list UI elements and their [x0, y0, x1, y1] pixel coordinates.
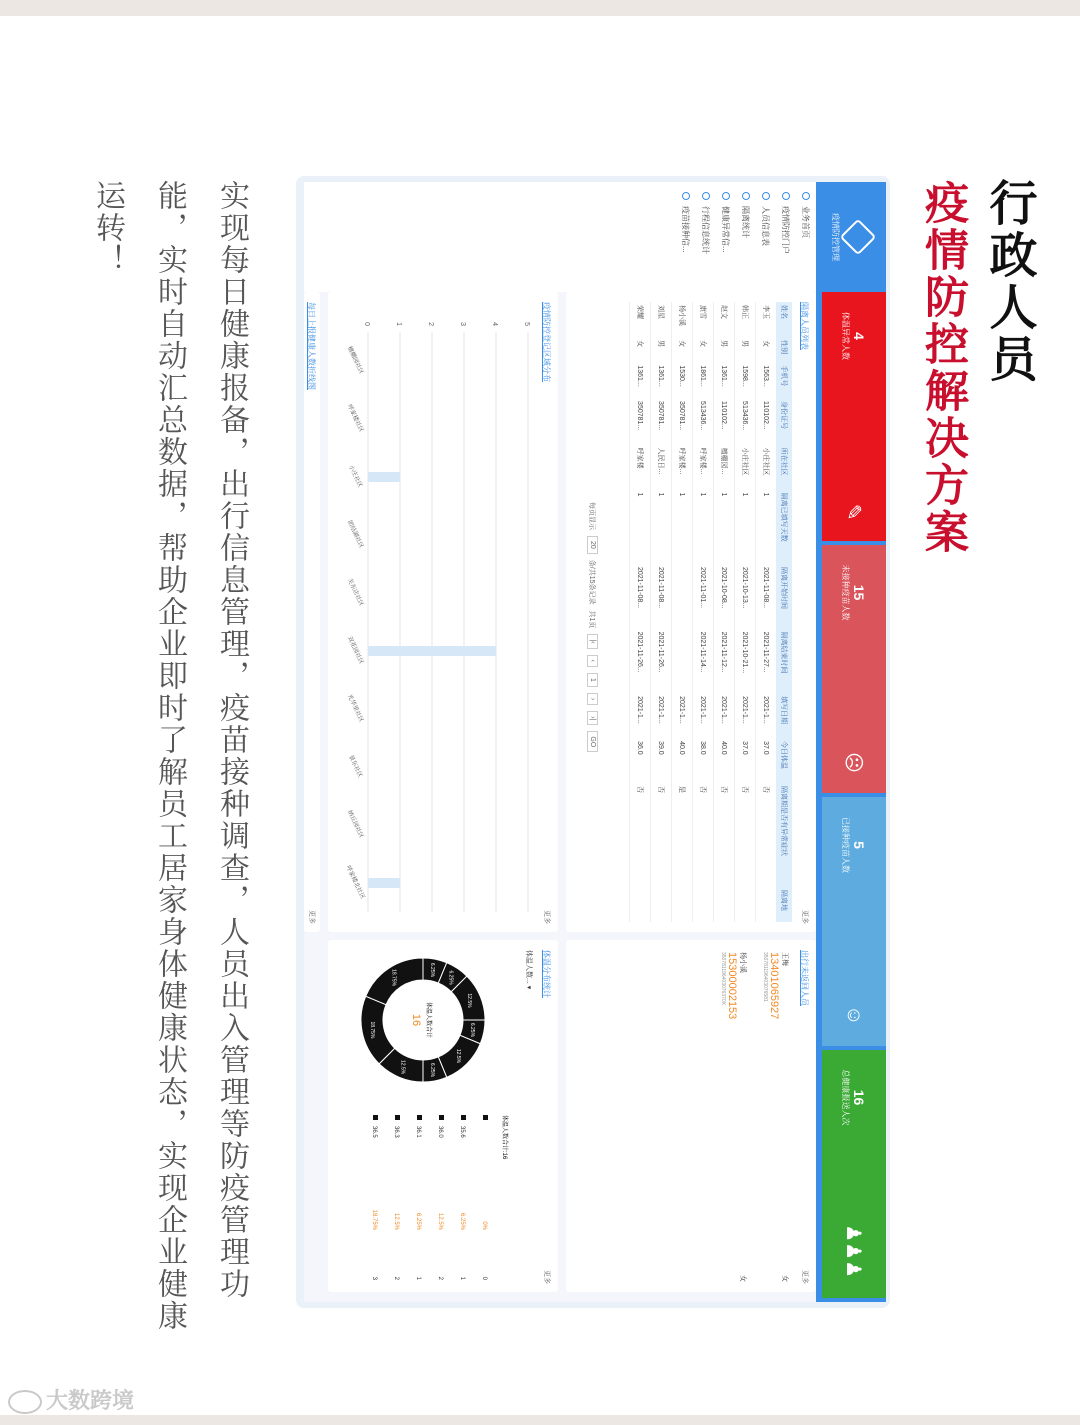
table-cell: 否 [693, 783, 714, 887]
hexagon-logo-icon [840, 219, 877, 256]
travel-person [762, 952, 790, 1282]
legend-swatch [395, 1115, 400, 1120]
temperature-select[interactable]: 体温人数... ▾ [525, 950, 532, 990]
legend-entry: 2 [393, 1276, 399, 1280]
table-cell: 38.0 [693, 738, 714, 783]
table-cell: 呼家楼... [672, 445, 693, 490]
sidebar-item-label: 疫情防控门户 [781, 206, 791, 254]
circle-icon [802, 192, 810, 200]
table-cell: 李玉 [756, 302, 777, 337]
table-cell: 2021-11-26... [651, 629, 672, 694]
legend-title: 体温人数合计:16 [501, 1115, 507, 1160]
legend-entry: 12.5% [437, 1212, 443, 1230]
table-row[interactable] [651, 302, 672, 922]
table-cell: 呼家楼... [693, 445, 714, 490]
slice-label: 18.75% [390, 969, 397, 987]
x-tick-label: 景东社区 [347, 754, 363, 779]
next-page-button[interactable]: › [587, 693, 598, 705]
table-cell: 2021-11-08... [630, 564, 651, 629]
edit-icon: ✎ [842, 503, 865, 521]
table-cell [672, 629, 693, 694]
slice-label: 18.75% [368, 1021, 375, 1039]
pagination [587, 502, 598, 752]
table-cell: 2021-1... [735, 693, 756, 738]
table-cell: 2021-10-08... [714, 564, 735, 629]
circle-icon [722, 192, 730, 200]
last-page-button[interactable]: ›| [587, 711, 598, 725]
x-tick-label: 呼家楼社区 [345, 403, 364, 434]
dashboard-screenshot [304, 182, 886, 1302]
sidebar-item[interactable] [756, 182, 776, 292]
table-cell: 女 [672, 337, 693, 362]
slice-label: 12.5% [399, 1060, 406, 1075]
table-cell [651, 887, 672, 922]
table-cell: 2021-11-12... [714, 629, 735, 694]
more-link[interactable]: 更多 [308, 910, 315, 924]
table-cell: 110102... [756, 398, 777, 445]
table-cell: 513436... [735, 398, 756, 445]
travel-panel [566, 940, 816, 1292]
donut-slice[interactable] [361, 996, 395, 1064]
watermark-text: 大数跨境 [46, 1389, 135, 1414]
column-header[interactable]: 身份证号 [776, 398, 792, 445]
sidebar-item-label: 疫苗接种信... [681, 206, 691, 253]
table-cell: 否 [651, 783, 672, 887]
table-cell: 2021-1... [714, 693, 735, 738]
legend-entry: 2 [437, 1276, 443, 1280]
donut-center-value: 16 [410, 1013, 422, 1027]
card-value: 16 [851, 1089, 868, 1106]
person-id: 350781196403076581 [762, 952, 768, 1002]
table-cell: 1 [693, 490, 714, 564]
column-header[interactable]: 姓名 [776, 302, 792, 337]
x-tick-label: 关东店社区 [345, 577, 364, 608]
sidebar-header [816, 182, 886, 292]
table-cell: 否 [630, 783, 651, 887]
more-link[interactable]: 更多 [543, 910, 550, 924]
table-cell: 否 [735, 783, 756, 887]
card-label: 总健康报送人次 [841, 1069, 851, 1126]
sidebar-brand: 疫情防控管理 [831, 213, 841, 261]
card-label: 体温异常人数 [841, 312, 851, 360]
table-row[interactable] [735, 302, 756, 922]
table-cell: 男 [714, 337, 735, 362]
x-tick-label: 光华里社区 [345, 693, 364, 724]
per-page-label: 每页显示 [588, 502, 596, 530]
table-cell: 350781... [651, 398, 672, 445]
go-button[interactable]: GO [587, 731, 598, 752]
legend-entry: 36.5 [371, 1126, 377, 1138]
column-header[interactable]: 隔离结束时间 [776, 629, 792, 694]
table-cell: 37.0 [735, 738, 756, 783]
x-tick-label: 檀棚园社区 [345, 345, 364, 376]
slide-title: 行政人员 [981, 178, 1037, 386]
legend-entry: 6.25% [415, 1212, 421, 1230]
donut-center-label: 体温人数合计 [425, 1001, 431, 1039]
x-tick-label: 小庄社区 [347, 464, 363, 489]
column-header[interactable]: 手机号 [776, 362, 792, 398]
table-cell: 2021-11-08... [651, 564, 672, 629]
x-tick-label: 团结湖社区 [345, 519, 364, 550]
sidebar-item[interactable] [736, 182, 756, 292]
y-tick-label: 4 [491, 322, 498, 326]
sidebar-item[interactable] [796, 182, 816, 292]
table-cell: 1 [756, 490, 777, 564]
region-bar-panel [328, 292, 558, 932]
legend-swatch [373, 1115, 378, 1120]
slide-description: 实现每日健康报备，出行信息管理，疫苗接种调查，人员出入管理等防疫管理功能，实时自动汇总数据，帮助企业即时了解员工居家身体健康状态，实现企业健康运转！ [90, 180, 249, 1332]
card-value: 4 [851, 332, 868, 340]
table-cell: 1361... [630, 362, 651, 398]
table-cell: 1 [672, 490, 693, 564]
bottom-border [0, 1415, 1080, 1425]
table-cell: 康雪 [693, 302, 714, 337]
alert-person-icon: ☹ [842, 752, 865, 773]
legend-entry: 6.25% [459, 1212, 465, 1230]
isolation-table [629, 302, 792, 922]
per-page-select[interactable]: 20 [587, 536, 598, 554]
slice-label: 6.25% [428, 1062, 435, 1078]
person-id: 350781196403076370X [720, 952, 726, 1006]
slice-label: 6.25% [447, 970, 454, 985]
table-cell: 2021-11-27... [756, 629, 777, 694]
legend-entry: 18.75% [371, 1209, 377, 1230]
person-name: 王梅 [781, 952, 788, 966]
more-link[interactable]: 更多 [801, 910, 808, 924]
temperature-pie-panel [328, 940, 558, 1292]
table-cell: 2021-1... [693, 693, 714, 738]
legend-entry: 36.1 [415, 1126, 421, 1138]
table-cell: 350781... [630, 398, 651, 445]
table-cell: 2021-11-14... [693, 629, 714, 694]
sidebar-item-label: 人员信息表 [761, 206, 771, 246]
table-cell: 檀棚园... [714, 445, 735, 490]
table-cell: 2021-1... [672, 693, 693, 738]
table-cell: 呼家楼 [630, 445, 651, 490]
legend-entry: 0 [481, 1276, 487, 1280]
more-link[interactable]: 更多 [801, 1270, 808, 1284]
prev-page-button[interactable]: ‹ [587, 655, 598, 667]
circle-icon [742, 192, 750, 200]
table-cell: 1563... [756, 362, 777, 398]
table-cell: 1530... [672, 362, 693, 398]
select-value: 体温人数... [525, 950, 532, 984]
legend-entry: 1 [415, 1276, 421, 1280]
table-cell [630, 887, 651, 922]
table-row[interactable] [756, 302, 777, 922]
table-cell: 男 [735, 337, 756, 362]
table-cell: 1361... [714, 362, 735, 398]
daily-line-panel [304, 292, 320, 932]
table-cell: 40.0 [714, 738, 735, 783]
table-cell [672, 887, 693, 922]
table-cell: 2021-1... [756, 693, 777, 738]
table-cell: 2021-10-13... [735, 564, 756, 629]
isolation-list-panel [566, 292, 816, 932]
temperature-donut-chart [328, 940, 558, 1292]
table-cell [756, 887, 777, 922]
legend-entry: 0% [481, 1221, 487, 1230]
sidebar-item[interactable] [716, 182, 736, 292]
table-cell: 杨小溪 [672, 302, 693, 337]
page-count: 共1页 [588, 610, 596, 629]
person-phone: 15300002153 [726, 952, 738, 1020]
card-unvaccinated[interactable] [822, 545, 886, 794]
table-cell: 2021-1... [651, 693, 672, 738]
y-tick-label: 2 [427, 322, 434, 326]
first-page-button[interactable]: |‹ [587, 634, 598, 648]
slice-label: 6.25% [469, 1022, 476, 1038]
table-row[interactable] [693, 302, 714, 922]
sidebar-item-label: 健康异常信... [721, 206, 731, 253]
table-cell: 否 [714, 783, 735, 887]
table-cell: 1 [630, 490, 651, 564]
person-gender: 女 [739, 1275, 746, 1282]
card-vaccinated[interactable] [822, 797, 886, 1046]
table-cell: 赵文 [714, 302, 735, 337]
table-row[interactable] [714, 302, 735, 922]
table-cell: 513436... [693, 398, 714, 445]
column-header[interactable]: 隔离已填写天数 [776, 490, 792, 564]
card-fever[interactable] [822, 292, 886, 541]
region-bar-chart [328, 292, 558, 932]
top-border [0, 0, 1080, 16]
panel-title[interactable]: 隔离人员列表 [800, 302, 809, 350]
card-value: 5 [851, 841, 868, 849]
legend-entry: 36.0 [437, 1126, 443, 1138]
table-cell [693, 887, 714, 922]
table-cell: 1861... [693, 362, 714, 398]
table-cell: 350781... [672, 398, 693, 445]
bar[interactable] [368, 646, 496, 656]
table-cell [735, 887, 756, 922]
slide-subtitle: 疫情防控解决方案 [917, 180, 968, 556]
table-cell: 小庄社区 [735, 445, 756, 490]
person-gender: 女 [781, 1275, 788, 1282]
table-row[interactable] [630, 302, 651, 922]
table-cell: 人民日... [651, 445, 672, 490]
legend-swatch [439, 1115, 444, 1120]
person-check-icon: ☺ [843, 1005, 866, 1026]
logo-icon [8, 1390, 42, 1414]
table-cell: 小庄社区 [756, 445, 777, 490]
slice-label: 6.25% [428, 962, 435, 978]
person-phone: 13401065927 [768, 952, 780, 1020]
table-cell: 刘星 [651, 302, 672, 337]
legend-swatch [483, 1115, 488, 1120]
column-header[interactable]: 性别 [776, 337, 792, 362]
group-icon: ♟♟♟ [842, 1224, 865, 1278]
record-range: 条/共15条记录 [588, 559, 596, 605]
table-cell: 1 [714, 490, 735, 564]
legend-entry: 35.6 [459, 1126, 465, 1138]
table-cell [672, 564, 693, 629]
table-cell: 2021-1... [630, 693, 651, 738]
table-cell: 否 [756, 783, 777, 887]
legend-entry: 1 [459, 1276, 465, 1280]
slice-label: 12.5% [466, 993, 473, 1008]
more-link[interactable]: 更多 [543, 1270, 550, 1284]
table-cell: 荣耀 [630, 302, 651, 337]
sidebar-item[interactable] [676, 182, 696, 292]
panel-title[interactable]: 出行未返回人员 [800, 950, 809, 1006]
legend-entry: 12.5% [393, 1212, 399, 1230]
table-cell: 110102... [714, 398, 735, 445]
circle-icon [762, 192, 770, 200]
table-cell: 女 [630, 337, 651, 362]
y-tick-label: 0 [363, 322, 370, 326]
legend-swatch [461, 1115, 466, 1120]
card-health-reports[interactable] [822, 1050, 886, 1299]
table-cell: 1361... [651, 362, 672, 398]
sidebar-item[interactable] [776, 182, 796, 292]
table-cell: 36.0 [630, 738, 651, 783]
y-tick-label: 1 [395, 322, 402, 326]
table-cell: 2021-10-21... [735, 629, 756, 694]
sidebar [304, 182, 886, 292]
y-tick-label: 5 [523, 322, 530, 326]
bar[interactable] [368, 878, 400, 888]
watermark [8, 1384, 134, 1415]
legend-swatch [417, 1115, 422, 1120]
table-row[interactable] [672, 302, 693, 922]
card-label: 已接种疫苗人数 [841, 817, 851, 873]
page-number-input[interactable]: 1 [587, 673, 598, 687]
table-cell: 40.0 [672, 738, 693, 783]
table-cell: 39.0 [651, 738, 672, 783]
summary-cards [822, 292, 886, 1302]
circle-icon [682, 192, 690, 200]
bar[interactable] [368, 472, 400, 482]
legend-entry: 3 [371, 1276, 377, 1280]
column-header[interactable]: 今日体温 [776, 738, 792, 783]
panel-title[interactable]: 每日上报健康人数折线图 [307, 302, 316, 390]
table-cell: 女 [756, 337, 777, 362]
x-tick-label: 呼家楼北社区 [344, 864, 366, 901]
table-cell: 2021-11-08... [756, 564, 777, 629]
card-value: 15 [851, 584, 868, 601]
travel-person [720, 952, 748, 1282]
table-cell: 1598... [735, 362, 756, 398]
table-cell: 是 [672, 783, 693, 887]
table-cell: 1 [651, 490, 672, 564]
card-label: 未接种疫苗人数 [841, 564, 851, 621]
x-tick-label: 纳丘园社区 [345, 809, 364, 840]
panel-title[interactable]: 疫情防控登记区域分布 [542, 302, 551, 382]
table-cell: 男 [651, 337, 672, 362]
table-cell: 2021-11-01... [693, 564, 714, 629]
table-cell: 1 [735, 490, 756, 564]
sidebar-item-label: 业务首页 [801, 206, 811, 238]
legend-entry: 36.3 [393, 1126, 399, 1138]
table-cell [714, 887, 735, 922]
x-tick-label: 双花园社区 [345, 635, 364, 666]
y-tick-label: 3 [459, 322, 466, 326]
person-name: 杨小溪 [739, 952, 746, 973]
sidebar-item[interactable] [696, 182, 716, 292]
circle-icon [702, 192, 710, 200]
circle-icon [782, 192, 790, 200]
column-header[interactable]: 所在社区 [776, 445, 792, 490]
table-cell: 37.0 [756, 738, 777, 783]
column-header[interactable]: 隔离地 [776, 887, 792, 922]
sidebar-item-label: 行程信息统计 [701, 206, 711, 254]
slice-label: 12.5% [455, 1048, 462, 1064]
column-header[interactable]: 隔离开始时间 [776, 564, 792, 629]
table-cell: 2021-11-26... [630, 629, 651, 694]
column-header[interactable]: 隔离期是否有异常症状 [776, 783, 792, 887]
panel-title[interactable]: 体温分布统计 [542, 950, 551, 998]
column-header[interactable]: 填写日期 [776, 693, 792, 738]
sidebar-item-label: 隔离统计 [741, 206, 751, 238]
table-cell: 韩正 [735, 302, 756, 337]
table-cell: 女 [693, 337, 714, 362]
